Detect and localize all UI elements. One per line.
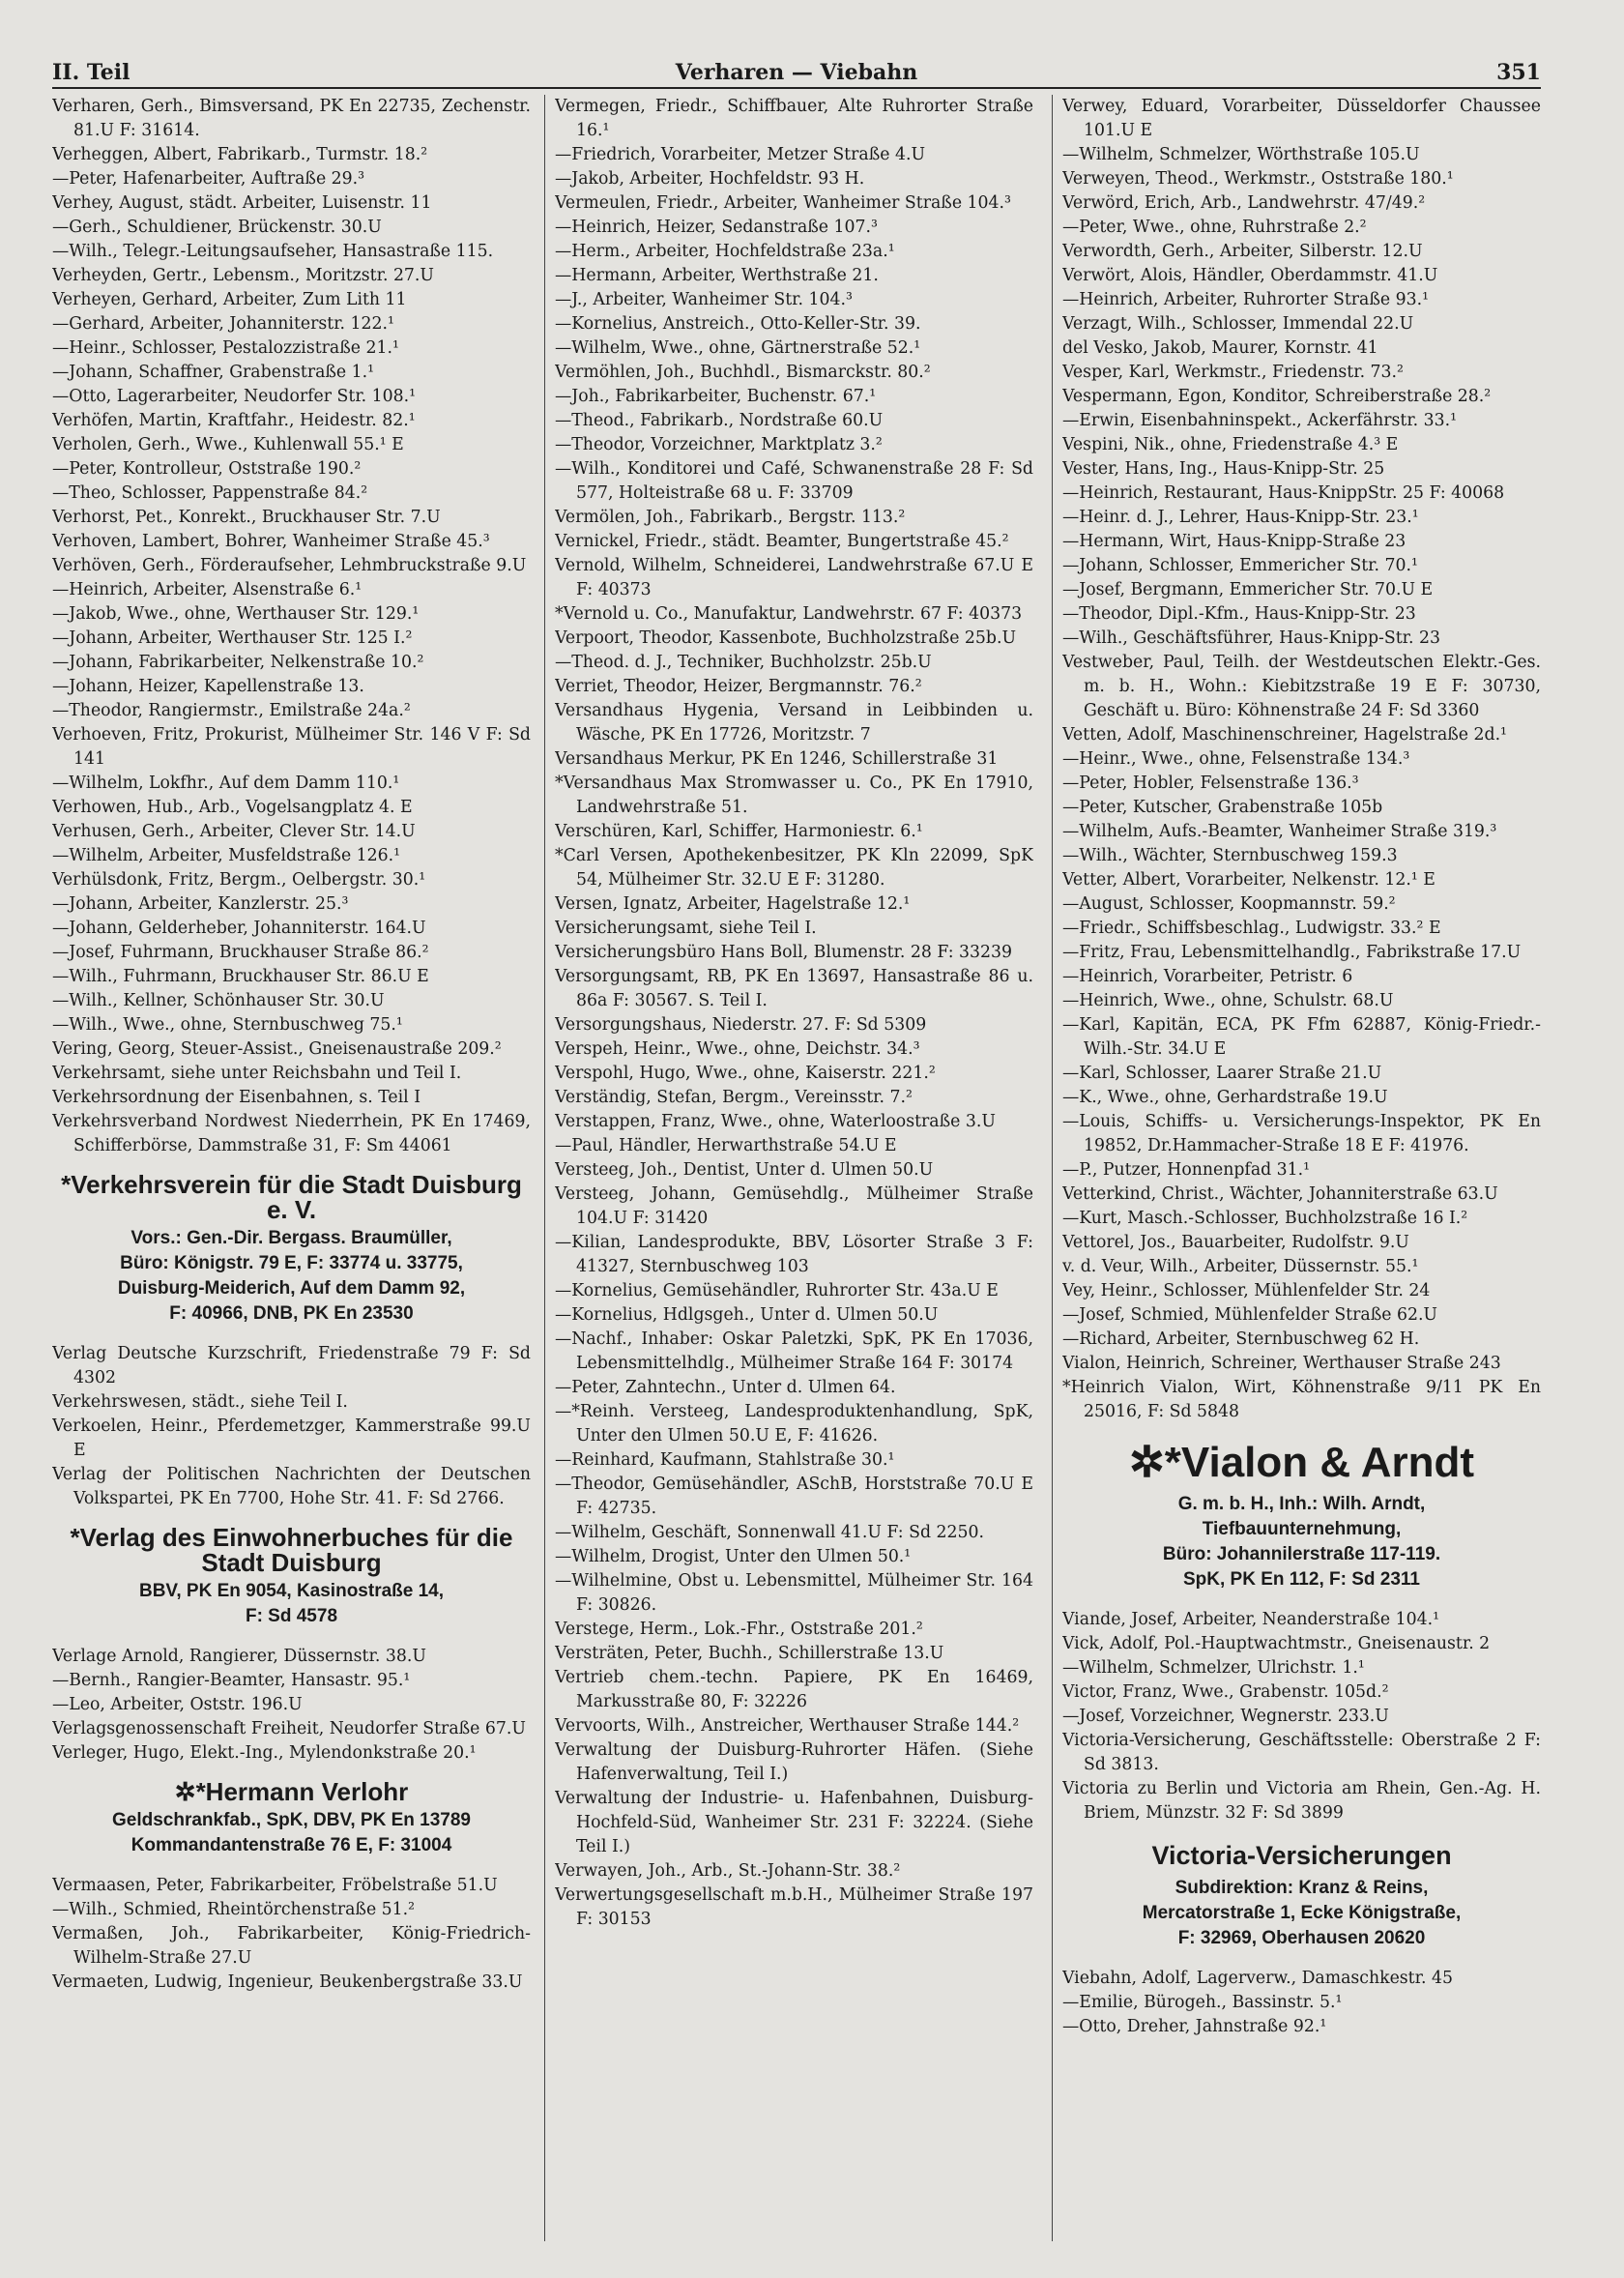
directory-entry: Vermöhlen, Joh., Buchhdl., Bismarckstr. 80.² — [555, 363, 931, 382]
directory-entry: —P., Putzer, Honnenpfad 31.¹ — [1062, 1160, 1311, 1180]
page-header — [52, 56, 1541, 89]
advertisement-block — [52, 1172, 531, 1327]
directory-entry: —Theodor, Dipl.-Kfm., Haus-Knipp-Str. 23 — [1062, 604, 1416, 624]
directory-entry: —Friedr., Schiffsbeschlag., Ludwigstr. 33.² E — [1062, 919, 1441, 938]
directory-entry: Versteeg, Joh., Dentist, Unter d. Ulmen 50.U — [555, 1160, 934, 1180]
directory-entry: Vialon, Heinrich, Schreiner, Werthauser Straße 243 — [1062, 1354, 1501, 1373]
directory-entry: —Josef, Schmied, Mühlenfelder Straße 62.U — [1062, 1305, 1438, 1325]
directory-entry: —Theod., Fabrikarb., Nordstraße 60.U — [555, 411, 884, 430]
directory-entry: Verwaltung der Industrie- u. Hafenbahnen, Duisburg-Hochfeld-Süd, Wanheimer Str. 231 F: 32224. (Siehe Teil I.) — [555, 1789, 1033, 1856]
directory-entry: —Erwin, Eisenbahninspekt., Ackerfährstr. 33.¹ — [1062, 411, 1458, 430]
directory-entry: —Theodor, Gemüsehändler, ASchB, Horststraße 70.U E F: 42735. — [555, 1475, 1033, 1518]
directory-entry: —Nachf., Inhaber: Oskar Paletzki, SpK, PK En 17036, Lebensmittelhdlg., Mülheimer Straße 164 F: 30174 — [555, 1329, 1033, 1373]
advertisement-line: Geldschrankfab., SpK, DBV, PK En 13789 — [112, 1810, 471, 1830]
directory-entry: Verwayen, Joh., Arb., St.-Johann-Str. 38.² — [555, 1861, 901, 1881]
directory-entry: Verwörd, Erich, Arb., Landwehrstr. 47/49.² — [1062, 193, 1426, 213]
directory-entry: —Peter, Zahntechn., Unter d. Ulmen 64. — [555, 1378, 896, 1397]
directory-entry: —Johann, Arbeiter, Kanzlerstr. 25.³ — [52, 894, 349, 914]
directory-entry: Verspohl, Hugo, Wwe., ohne, Kaiserstr. 221.² — [555, 1064, 936, 1083]
directory-entry: Verlage Arnold, Rangierer, Düssernstr. 38.U — [52, 1647, 426, 1666]
directory-entry: Victor, Franz, Wwe., Grabenstr. 105d.² — [1062, 1682, 1389, 1702]
directory-entry: —Reinhard, Kaufmann, Stahlstraße 30.¹ — [555, 1450, 895, 1470]
advertisement-line: SpK, PK En 112, F: Sd 2311 — [1183, 1569, 1420, 1590]
directory-entry: —Hermann, Wirt, Haus-Knipp-Straße 23 — [1062, 532, 1406, 551]
directory-entry: —Karl, Schlosser, Laarer Straße 21.U — [1062, 1064, 1382, 1083]
directory-entry: Verhowen, Hub., Arb., Vogelsangplatz 4. E — [52, 798, 413, 817]
directory-entry: Versteeg, Johann, Gemüsehdlg., Mülheimer Straße 104.U F: 31420 — [555, 1184, 1033, 1228]
directory-entry: —Wilh., Wwe., ohne, Sternbuschweg 75.¹ — [52, 1015, 403, 1035]
directory-entry: —Otto, Dreher, Jahnstraße 92.¹ — [1062, 2017, 1327, 2036]
directory-page — [52, 56, 1541, 2251]
directory-entry: Vermaasen, Peter, Fabrikarbeiter, Fröbelstraße 51.U — [52, 1876, 498, 1895]
advertisement-line: Kommandantenstraße 76 E, F: 31004 — [130, 1835, 452, 1855]
directory-entry: Versandhaus Hygenia, Versand in Leibbinden u. Wäsche, PK En 17726, Moritzstr. 7 — [555, 701, 1033, 745]
directory-entry: —Wilh., Telegr.-Leitungsaufseher, Hansastraße 115. — [52, 242, 494, 261]
directory-entry: *Vernold u. Co., Manufaktur, Landwehrstr. 67 F: 40373 — [555, 604, 1023, 624]
advertisement-line: Büro: Johannilerstraße 117-119. — [1162, 1544, 1441, 1564]
directory-entry: Verheyen, Gerhard, Arbeiter, Zum Lith 11 — [52, 290, 407, 309]
directory-entry: Vestweber, Paul, Teilh. der Westdeutschen Elektr.-Ges. m. b. H., Wohn.: Kiebitzstraße 19 E F: 30730, Geschäft u. Büro: Köhnenstraße 24 F: Sd 3360 — [1062, 653, 1541, 720]
directory-entry: —Wilhelm, Schmelzer, Wörthstraße 105.U — [1062, 145, 1420, 164]
directory-entry: —Heinrich, Vorarbeiter, Petristr. 6 — [1062, 967, 1353, 986]
directory-entry: Versandhaus Merkur, PK En 1246, Schillerstraße 31 — [555, 749, 999, 769]
directory-entry: Verwört, Alois, Händler, Oberdammstr. 41.U — [1062, 266, 1438, 285]
directory-entry: —Louis, Schiffs- u. Versicherungs-Inspektor, PK En 19852, Dr.Hammacher-Straße 18 E F: 41976. — [1062, 1112, 1541, 1155]
directory-entry: —Wilhelmine, Obst u. Lebensmittel, Mülheimer Str. 164 F: 30826. — [555, 1571, 1033, 1615]
directory-entry: Verkehrsverband Nordwest Niederrhein, PK En 17469, Schifferbörse, Dammstraße 31, F: Sm 44061 — [52, 1112, 531, 1155]
advertisement-line: Duisburg-Meiderich, Auf dem Damm 92, — [117, 1278, 466, 1299]
column-divider — [544, 95, 545, 2241]
directory-entry: —Josef, Vorzeichner, Wegnerstr. 233.U — [1062, 1707, 1389, 1726]
directory-entry: Versicherungsamt, siehe Teil I. — [555, 919, 817, 938]
directory-entry: Vettorel, Jos., Bauarbeiter, Rudolfstr. 9.U — [1062, 1233, 1409, 1252]
directory-entry: —Kornelius, Anstreich., Otto-Keller-Str. 39. — [555, 314, 921, 334]
advertisement-title: *Verkehrsverein für die Stadt Duisburg e. V. — [61, 1170, 522, 1224]
directory-entry: Verharen, Gerh., Bimsversand, PK En 22735, Zechenstr. 81.U F: 31614. — [52, 97, 531, 140]
directory-entry: Verwertungsgesellschaft m.b.H., Mülheimer Straße 197 F: 30153 — [555, 1885, 1033, 1929]
directory-entry: Verwey, Eduard, Vorarbeiter, Düsseldorfer Chaussee 101.U E — [1062, 97, 1541, 140]
directory-entry: —Wilh., Wächter, Sternbuschweg 159.3 — [1062, 846, 1398, 865]
directory-entry: —Jakob, Arbeiter, Hochfeldstr. 93 H. — [555, 169, 865, 189]
directory-entry: —Gerhard, Arbeiter, Johanniterstr. 122.¹ — [52, 314, 394, 334]
directory-entry: —Wilhelm, Drogist, Unter den Ulmen 50.¹ — [555, 1547, 912, 1566]
directory-entry: —Heinrich, Arbeiter, Alsenstraße 6.¹ — [52, 580, 362, 599]
directory-entry: —Paul, Händler, Herwarthstraße 54.U E — [555, 1136, 897, 1155]
directory-entry: —Heinrich, Wwe., ohne, Schulstr. 68.U — [1062, 991, 1394, 1010]
advertisement-title: ✲*Hermann Verlohr — [174, 1777, 409, 1806]
advertisement-title: Victoria-Versicherungen — [1151, 1841, 1452, 1870]
directory-entry: Victoria zu Berlin und Victoria am Rhein, Gen.-Ag. H. Briem, Münzstr. 32 F: Sd 3899 — [1062, 1779, 1541, 1823]
directory-entry: Verheggen, Albert, Fabrikarb., Turmstr. 18.² — [52, 145, 428, 164]
directory-entry: —Peter, Kutscher, Grabenstraße 105b — [1062, 798, 1383, 817]
page-number: 351 — [1496, 60, 1541, 85]
directory-entry: —Wilhelm, Aufs.-Beamter, Wanheimer Straße 319.³ — [1062, 822, 1497, 841]
directory-entry: Verwordth, Gerh., Arbeiter, Silberstr. 12.U — [1062, 242, 1423, 261]
directory-entry: —Fritz, Frau, Lebensmittelhandlg., Fabrikstraße 17.U — [1062, 943, 1522, 962]
directory-entry: Verweyen, Theod., Werkmstr., Oststraße 180.¹ — [1062, 169, 1454, 189]
directory-entry: Verhorst, Pet., Konrekt., Bruckhauser Str. 7.U — [52, 508, 441, 527]
directory-entry: —Wilh., Geschäftsführer, Haus-Knipp-Str. 23 — [1062, 628, 1440, 648]
directory-entry: *Versandhaus Max Stromwasser u. Co., PK En 17910, Landwehrstraße 51. — [555, 774, 1033, 817]
directory-entry: —Johann, Fabrikarbeiter, Nelkenstraße 10.² — [52, 653, 424, 672]
directory-entry: Versicherungsbüro Hans Boll, Blumenstr. 28 F: 33239 — [555, 943, 1013, 962]
directory-entry: *Carl Versen, Apothekenbesitzer, PK Kln 22099, SpK 54, Mülheimer Str. 32.U E F: 31280. — [555, 846, 1033, 890]
directory-entry: —Heinrich, Arbeiter, Ruhrorter Straße 93.¹ — [1062, 290, 1430, 309]
directory-entry: Vermölen, Joh., Fabrikarb., Bergstr. 113.² — [555, 508, 906, 527]
column-1 — [52, 95, 531, 2241]
directory-entry: —Heinrich, Restaurant, Haus-KnippStr. 25 F: 40068 — [1062, 483, 1505, 503]
directory-entry: Verhöfen, Martin, Kraftfahr., Heidestr. 82.¹ — [52, 411, 416, 430]
directory-entry: Vey, Heinr., Schlosser, Mühlenfelder Str. 24 — [1062, 1281, 1431, 1300]
directory-entry: Verstappen, Franz, Wwe., ohne, Waterloostraße 3.U — [555, 1112, 996, 1131]
column-divider — [1052, 95, 1053, 2241]
directory-entry: Verspeh, Heinr., Wwe., ohne, Deichstr. 34.³ — [555, 1039, 920, 1059]
directory-entry: —Theo, Schlosser, Pappenstraße 84.² — [52, 483, 368, 503]
directory-entry: —Theodor, Vorzeichner, Marktplatz 3.² — [555, 435, 883, 454]
directory-entry: —Kurt, Masch.-Schlosser, Buchholzstraße 16 I.² — [1062, 1209, 1468, 1228]
advertisement-block — [1062, 1438, 1541, 1592]
directory-entry: —Heinr., Wwe., ohne, Felsenstraße 134.³ — [1062, 749, 1410, 769]
directory-entry: —Josef, Fuhrmann, Bruckhauser Straße 86.² — [52, 943, 429, 962]
directory-entry: Verhülsdonk, Fritz, Bergm., Oelbergstr. 30.¹ — [52, 870, 426, 890]
directory-entry: Verlag Deutsche Kurzschrift, Friedenstraße 79 F: Sd 4302 — [52, 1344, 531, 1387]
directory-entry: *Heinrich Vialon, Wirt, Köhnenstraße 9/11 PK En 25016, F: Sd 5848 — [1062, 1378, 1541, 1421]
advertisement-line: Mercatorstraße 1, Ecke Königstraße, — [1142, 1903, 1462, 1923]
directory-entry: Viebahn, Adolf, Lagerverw., Damaschkestr. 45 — [1062, 1969, 1453, 1988]
directory-entry: —Johann, Arbeiter, Werthauser Str. 125 I.² — [52, 628, 413, 648]
directory-entry: Verkoelen, Heinr., Pferdemetzger, Kammerstraße 99.U E — [52, 1416, 531, 1460]
directory-entry: —Wilh., Konditorei und Café, Schwanenstraße 28 F: Sd 577, Holteistraße 68 u. F: 33709 — [555, 459, 1033, 503]
directory-entry: —Hermann, Arbeiter, Werthstraße 21. — [555, 266, 879, 285]
advertisement-title: ✲*Vialon & Arndt — [1128, 1439, 1475, 1486]
directory-entry: v. d. Veur, Wilh., Arbeiter, Düssernstr. 55.¹ — [1062, 1257, 1419, 1276]
directory-entry: Verhöven, Gerh., Förderaufseher, Lehmbruckstraße 9.U — [52, 556, 527, 575]
directory-entry: —August, Schlosser, Koopmannstr. 59.² — [1062, 894, 1396, 914]
directory-entry: Vespini, Nik., ohne, Friedenstraße 4.³ E — [1062, 435, 1399, 454]
directory-entry: —Johann, Schlosser, Emmericher Str. 70.¹ — [1062, 556, 1418, 575]
advertisement-title: *Verlag des Einwohnerbuches für die Stadt Duisburg — [70, 1523, 513, 1577]
directory-entry: Vick, Adolf, Pol.-Hauptwachtmstr., Gneisenaustr. 2 — [1062, 1634, 1491, 1653]
directory-entry: —Wilhelm, Lokfhr., Auf dem Damm 110.¹ — [52, 774, 400, 793]
column-2 — [555, 95, 1033, 2241]
directory-entry: —Theodor, Rangiermstr., Emilstraße 24a.² — [52, 701, 411, 720]
directory-entry: —Emilie, Bürogeh., Bassinstr. 5.¹ — [1062, 1993, 1343, 2012]
advertisement-line: G. m. b. H., Inh.: Wilh. Arndt, — [1177, 1494, 1426, 1514]
advertisement-block — [52, 1779, 531, 1858]
directory-entry: Victoria-Versicherung, Geschäftsstelle: Oberstraße 2 F: Sd 3813. — [1062, 1731, 1541, 1774]
advertisement-line: Büro: Königstr. 79 E, F: 33774 u. 33775, — [120, 1253, 463, 1273]
directory-entry: —Wilhelm, Wwe., ohne, Gärtnerstraße 52.¹ — [555, 338, 921, 358]
directory-entry: Versorgungshaus, Niederstr. 27. F: Sd 5309 — [555, 1015, 927, 1035]
directory-entry: Versorgungsamt, RB, PK En 13697, Hansastraße 86 u. 86a F: 30567. S. Teil I. — [555, 967, 1033, 1010]
section-label: II. Teil — [52, 60, 130, 85]
directory-entry: Verheyden, Gertr., Lebensm., Moritzstr. 27.U — [52, 266, 434, 285]
directory-entry: Verleger, Hugo, Elekt.-Ing., Mylendonkstraße 20.¹ — [52, 1743, 477, 1763]
running-title: Verharen — Viebahn — [675, 60, 918, 85]
directory-entry: —Kornelius, Hdlgsgeh., Unter d. Ulmen 50.U — [555, 1305, 939, 1325]
directory-entry: Verpoort, Theodor, Kassenbote, Buchholzstraße 25b.U — [555, 628, 1017, 648]
directory-entry: —Gerh., Schuldiener, Brückenstr. 30.U — [52, 218, 382, 237]
directory-entry: Verhusen, Gerh., Arbeiter, Clever Str. 14.U — [52, 822, 416, 841]
directory-entry: —Joh., Fabrikarbeiter, Buchenstr. 67.¹ — [555, 387, 877, 406]
directory-entry: —Peter, Hafenarbeiter, Auftraße 29.³ — [52, 169, 365, 189]
directory-entry: Verstege, Herm., Lok.-Fhr., Oststraße 201.² — [555, 1620, 923, 1639]
directory-entry: Vetten, Adolf, Maschinenschreiner, Hagelstraße 2d.¹ — [1062, 725, 1507, 745]
directory-entry: Vernold, Wilhelm, Schneiderei, Landwehrstraße 67.U E F: 40373 — [555, 556, 1033, 599]
directory-entry: Verkehrsamt, siehe unter Reichsbahn und Teil I. — [52, 1064, 462, 1083]
directory-entry: —Josef, Bergmann, Emmericher Str. 70.U E — [1062, 580, 1434, 599]
directory-entry: —Wilh., Schmied, Rheintörchenstraße 51.² — [52, 1900, 416, 1919]
directory-entry: Vering, Georg, Steuer-Assist., Gneisenaustraße 209.² — [52, 1039, 502, 1059]
directory-entry: Vermegen, Friedr., Schiffbauer, Alte Ruhrorter Straße 16.¹ — [555, 97, 1033, 140]
directory-entry: —Johann, Schaffner, Grabenstraße 1.¹ — [52, 363, 375, 382]
advertisement-line: Tiefbauunternehmung, — [1202, 1519, 1402, 1539]
directory-entry: Vetterkind, Christ., Wächter, Johanniterstraße 63.U — [1062, 1184, 1498, 1204]
directory-entry: Verhey, August, städt. Arbeiter, Luisenstr. 11 — [52, 193, 432, 213]
column-3 — [1062, 95, 1541, 2241]
directory-entry: Verhoven, Lambert, Bohrer, Wanheimer Straße 45.³ — [52, 532, 490, 551]
advertisement-line: BBV, PK En 9054, Kasinostraße 14, — [138, 1581, 445, 1601]
directory-entry: Verlag der Politischen Nachrichten der Deutschen Volkspartei, PK En 7700, Hohe Str. 41. F: Sd 2766. — [52, 1465, 531, 1508]
directory-entry: —Johann, Heizer, Kapellenstraße 13. — [52, 677, 364, 696]
directory-entry: Verwaltung der Duisburg-Ruhrorter Häfen. (Siehe Hafenverwaltung, Teil I.) — [555, 1740, 1033, 1784]
directory-entry: —Wilhelm, Arbeiter, Musfeldstraße 126.¹ — [52, 846, 401, 865]
directory-entry: —Wilh., Fuhrmann, Bruckhauser Str. 86.U E — [52, 967, 429, 986]
directory-entry: —Friedrich, Vorarbeiter, Metzer Straße 4.U — [555, 145, 926, 164]
directory-entry: —Peter, Kontrolleur, Oststraße 190.² — [52, 459, 362, 479]
directory-entry: —Heinrich, Heizer, Sedanstraße 107.³ — [555, 218, 878, 237]
directory-entry: —Bernh., Rangier-Beamter, Hansastr. 95.¹ — [52, 1671, 411, 1690]
directory-entry: Vespermann, Egon, Konditor, Schreiberstraße 28.² — [1062, 387, 1492, 406]
directory-entry: —J., Arbeiter, Wanheimer Str. 104.³ — [555, 290, 853, 309]
directory-entry: Verkehrswesen, städt., siehe Teil I. — [52, 1392, 348, 1412]
directory-entry: —*Reinh. Versteeg, Landesproduktenhandlung, SpK, Unter den Ulmen 50.U E, F: 41626. — [555, 1402, 1033, 1446]
directory-entry: Versen, Ignatz, Arbeiter, Hagelstraße 12.¹ — [555, 894, 911, 914]
advertisement-line: F: 32969, Oberhausen 20620 — [1177, 1928, 1426, 1948]
directory-entry: Vesper, Karl, Werkmstr., Friedenstr. 73.² — [1062, 363, 1404, 382]
advertisement-line: F: 40966, DNB, PK En 23530 — [169, 1303, 414, 1324]
advertisement-block — [1062, 1839, 1541, 1951]
directory-entry: —Peter, Wwe., ohne, Ruhrstraße 2.² — [1062, 218, 1367, 237]
directory-entry: Vermaßen, Joh., Fabrikarbeiter, König-Friedrich-Wilhelm-Straße 27.U — [52, 1924, 531, 1968]
directory-entry: —Wilh., Kellner, Schönhauser Str. 30.U — [52, 991, 385, 1010]
directory-entry: Verhoeven, Fritz, Prokurist, Mülheimer Str. 146 V F: Sd 141 — [52, 725, 531, 769]
directory-entry: —Otto, Lagerarbeiter, Neudorfer Str. 108.¹ — [52, 387, 417, 406]
directory-entry: —Richard, Arbeiter, Sternbuschweg 62 H. — [1062, 1329, 1420, 1349]
advertisement-line: Subdirektion: Kranz & Reins, — [1174, 1878, 1429, 1898]
directory-entry: Verkehrsordnung der Eisenbahnen, s. Teil I — [52, 1088, 421, 1107]
directory-entry: Verriet, Theodor, Heizer, Bergmannstr. 76.² — [555, 677, 922, 696]
directory-entry: —Jakob, Wwe., ohne, Werthauser Str. 129.¹ — [52, 604, 420, 624]
advertisement-line: F: Sd 4578 — [245, 1606, 338, 1626]
directory-entry: Vester, Hans, Ing., Haus-Knipp-Str. 25 — [1062, 459, 1385, 479]
directory-entry: —Wilhelm, Geschäft, Sonnenwall 41.U F: Sd 2250. — [555, 1523, 984, 1542]
directory-entry: —Karl, Kapitän, ECA, PK Ffm 62887, König-Friedr.-Wilh.-Str. 34.U E — [1062, 1015, 1541, 1059]
directory-entry: —Leo, Arbeiter, Oststr. 196.U — [52, 1695, 303, 1714]
directory-entry: Vetter, Albert, Vorarbeiter, Nelkenstr. 12.¹ E — [1062, 870, 1436, 890]
directory-entry: Verzagt, Wilh., Schlosser, Immendal 22.U — [1062, 314, 1414, 334]
directory-entry: Vertrieb chem.-techn. Papiere, PK En 16469, Markusstraße 80, F: 32226 — [555, 1668, 1033, 1711]
directory-entry: Vernickel, Friedr., städt. Beamter, Bungertstraße 45.² — [555, 532, 1009, 551]
directory-entry: Vermeulen, Friedr., Arbeiter, Wanheimer Straße 104.³ — [555, 193, 1011, 213]
directory-entry: —Wilhelm, Schmelzer, Ulrichstr. 1.¹ — [1062, 1658, 1365, 1678]
directory-entry: del Vesko, Jakob, Maurer, Kornstr. 41 — [1062, 338, 1378, 358]
directory-entry: Verholen, Gerh., Wwe., Kuhlenwall 55.¹ E — [52, 435, 404, 454]
directory-entry: Vermaeten, Ludwig, Ingenieur, Beukenbergstraße 33.U — [52, 1972, 523, 1992]
directory-entry: Versträten, Peter, Buchh., Schillerstraße 13.U — [555, 1644, 944, 1663]
directory-entry: —K., Wwe., ohne, Gerhardstraße 19.U — [1062, 1088, 1388, 1107]
directory-entry: —Kilian, Landesprodukte, BBV, Lösorter Straße 3 F: 41327, Sternbuschweg 103 — [555, 1233, 1033, 1276]
directory-entry: Verlagsgenossenschaft Freiheit, Neudorfer Straße 67.U — [52, 1719, 526, 1738]
directory-entry: —Heinr. d. J., Lehrer, Haus-Knipp-Str. 23.¹ — [1062, 508, 1419, 527]
advertisement-line: Vors.: Gen.-Dir. Bergass. Braumüller, — [130, 1228, 452, 1248]
directory-entry: —Kornelius, Gemüsehändler, Ruhrorter Str. 43a.U E — [555, 1281, 999, 1300]
directory-entry: Viande, Josef, Arbeiter, Neanderstraße 104.¹ — [1062, 1610, 1440, 1629]
directory-entry: —Peter, Hobler, Felsenstraße 136.³ — [1062, 774, 1359, 793]
advertisement-block — [52, 1525, 531, 1629]
directory-entry: —Heinr., Schlosser, Pestalozzistraße 21.¹ — [52, 338, 399, 358]
directory-entry: Vervoorts, Wilh., Anstreicher, Werthauser Straße 144.² — [555, 1716, 1020, 1736]
directory-entry: —Theod. d. J., Techniker, Buchholzstr. 25b.U — [555, 653, 932, 672]
directory-entry: —Herm., Arbeiter, Hochfeldstraße 23a.¹ — [555, 242, 895, 261]
directory-entry: Verständig, Stefan, Bergm., Vereinsstr. 7.² — [555, 1088, 913, 1107]
directory-entry: Verschüren, Karl, Schiffer, Harmoniestr. 6.¹ — [555, 822, 923, 841]
directory-entry: —Johann, Gelderheber, Johanniterstr. 164.U — [52, 919, 426, 938]
